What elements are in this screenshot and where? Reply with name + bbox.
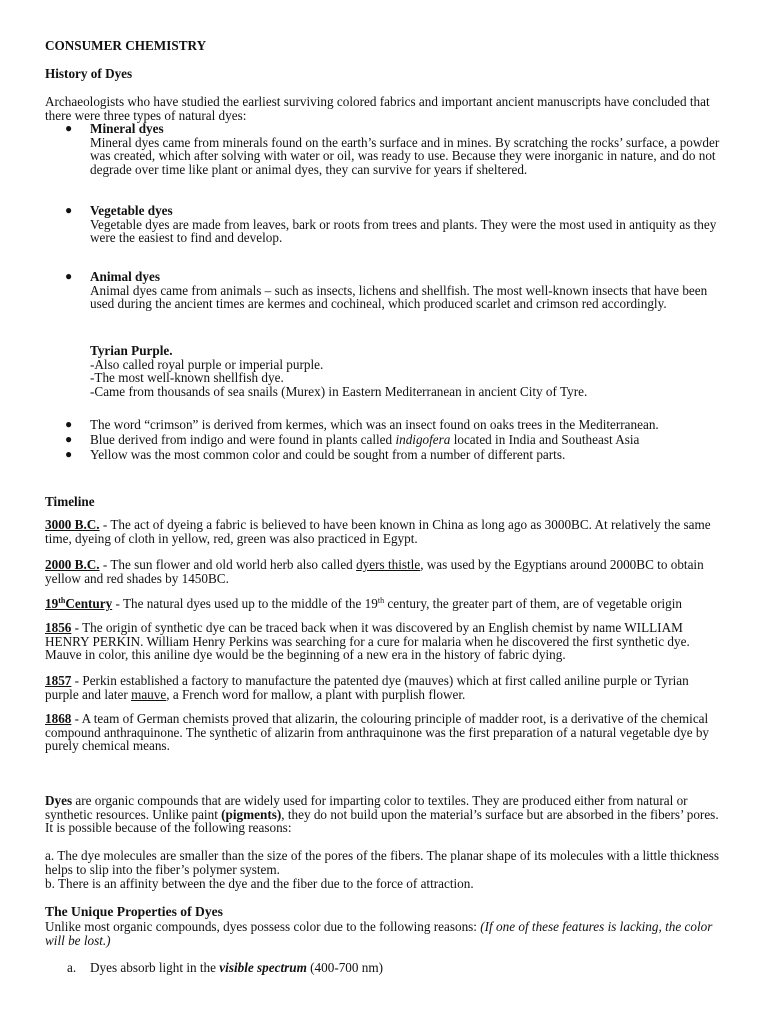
list-item-mineral bbox=[45, 122, 725, 177]
timeline-entry-1868 bbox=[45, 712, 725, 753]
timeline-text: - A team of German chemists proved that alizarin, the colouring principle of madder root, is a derivative of the chemical compound anthraquinone. The synthetic of alizarin from anthraquinone was the first preparation of a natural vegetable dye by purely chemical means. bbox=[45, 711, 710, 754]
fact-crimson bbox=[45, 418, 725, 432]
unique-properties-heading: The Unique Properties of Dyes bbox=[45, 904, 223, 919]
property-text-part: Dyes absorb light in the bbox=[90, 960, 220, 975]
item-heading: Animal dyes bbox=[90, 269, 160, 284]
unique-properties-intro bbox=[45, 920, 725, 947]
property-text bbox=[90, 961, 725, 975]
mauve-term: mauve bbox=[131, 686, 167, 702]
intro-paragraph: Archaeologists who have studied the earliest surviving colored fabrics and important ancient manuscripts have concluded that there were three types of natural dyes: bbox=[45, 94, 710, 123]
timeline-text: - The natural dyes used up to the middle of the 19 bbox=[112, 596, 378, 611]
paragraph-text: , they do not build upon the material’s surface but are absorbed in the fibers’ pores. It is possible because of the following reasons: bbox=[45, 806, 719, 836]
fact-text bbox=[90, 433, 725, 447]
bullet-icon: ● bbox=[65, 121, 73, 135]
pigments-term: (pigments) bbox=[221, 806, 282, 822]
timeline-entry-1857 bbox=[45, 674, 725, 701]
reason-a: a. The dye molecules are smaller than the size of the pores of the fibers. The planar shape of its molecules with a little thickness helps to slip into the fiber’s polymer system. bbox=[45, 848, 720, 877]
ordinal-suffix: th bbox=[377, 596, 385, 605]
property-item-a bbox=[45, 961, 725, 975]
timeline-date: 1857 bbox=[45, 673, 72, 688]
century-number: 19 bbox=[45, 596, 59, 611]
timeline-heading: Timeline bbox=[45, 494, 95, 509]
timeline-date bbox=[45, 596, 112, 611]
timeline-text: , a French word for mallow, a plant with purplish flower. bbox=[166, 686, 466, 702]
property-text-part: (400-700 nm) bbox=[306, 960, 384, 975]
fact-text-part: located in India and Southeast Asia bbox=[450, 432, 640, 447]
century-word: Century bbox=[65, 596, 113, 611]
visible-spectrum-term: visible spectrum bbox=[219, 960, 307, 975]
history-heading: History of Dyes bbox=[45, 66, 133, 81]
document-title: CONSUMER CHEMISTRY bbox=[45, 38, 207, 53]
timeline-text: century, the greater part of them, are of vegetable origin bbox=[384, 596, 683, 611]
tyrian-line: -Came from thousands of sea snails (Murex) in Eastern Mediterranean in ancient City of Tyre. bbox=[90, 384, 588, 400]
bullet-icon: ● bbox=[65, 432, 73, 446]
fact-blue bbox=[45, 433, 725, 447]
plant-name: indigofera bbox=[395, 432, 451, 447]
item-text: Mineral dyes came from minerals found on the earth’s surface and in mines. By scratching the rocks’ surface, a powder was created, which after solving with water or oil, was ready to use. Because they were inorganic in nature, and do not degrade over time like plant or animal dyes, they can survive for years if sheltered. bbox=[90, 134, 720, 178]
tyrian-heading: Tyrian Purple. bbox=[90, 343, 173, 358]
timeline-text: , was used by the Egyptians around 2000BC to obtain yellow and red shades by 1450BC. bbox=[45, 557, 704, 586]
fact-text: Yellow was the most common color and could be sought from a number of different parts. bbox=[90, 447, 566, 462]
bullet-icon: ● bbox=[65, 447, 73, 461]
fact-text-part: Blue derived from indigo and were found in plants called bbox=[90, 432, 396, 447]
timeline-entry-1856 bbox=[45, 621, 725, 662]
italic-note: (If one of these features is lacking, the color will be lost.) bbox=[45, 919, 713, 948]
timeline-entry-2000bc bbox=[45, 558, 725, 585]
timeline-date: 1868 bbox=[45, 711, 72, 726]
dyes-term: Dyes bbox=[45, 793, 73, 808]
item-text: Animal dyes came from animals – such as insects, lichens and shellfish. The most well-known insects that have been used during the ancient times are kermes and cochineal, which produced scarlet and crimson red accordingly. bbox=[90, 282, 708, 312]
list-marker: a. bbox=[67, 960, 77, 975]
timeline-date: 2000 B.C. bbox=[45, 557, 100, 572]
reason-b: b. There is an affinity between the dye and the fiber due to the force of attraction. bbox=[45, 876, 474, 891]
bullet-icon: ● bbox=[65, 417, 73, 431]
dyers-thistle-term: dyers thistle bbox=[356, 557, 421, 572]
bullet-icon: ● bbox=[65, 203, 73, 217]
paragraph-text: Unlike most organic compounds, dyes possess color due to the following reasons: bbox=[45, 919, 481, 934]
timeline-entry-19th-century bbox=[45, 597, 725, 611]
list-item-animal bbox=[45, 270, 725, 311]
fact-text: The word “crimson” is derived from kermes, which was an insect found on oaks trees in the Mediterranean. bbox=[90, 417, 659, 432]
list-item-vegetable bbox=[45, 204, 725, 245]
tyrian-line: -The most well-known shellfish dye. bbox=[90, 370, 284, 386]
tyrian-purple-block bbox=[45, 344, 725, 399]
item-heading: Mineral dyes bbox=[90, 121, 164, 136]
timeline-text: - The origin of synthetic dye can be traced back when it was discovered by an English chemist by name WILLIAM HENRY PERKIN. William Henry Perkins was searching for a cure for malaria when he discovered the first synthetic dye. Mauve in color, this aniline dye would be the beginning of a new era in the history of fabric dying. bbox=[45, 620, 690, 663]
timeline-date: 1856 bbox=[45, 620, 72, 635]
bullet-icon: ● bbox=[65, 269, 73, 283]
tyrian-line: -Also called royal purple or imperial purple. bbox=[90, 356, 324, 372]
timeline-text: - The act of dyeing a fabric is believed to have been known in China as long ago as 3000BC. At relatively the same time, dyeing of cloth in yellow, red, green was also practiced in Egypt. bbox=[45, 517, 711, 546]
timeline-entry-3000bc bbox=[45, 518, 725, 545]
paragraph-text: are organic compounds that are widely used for imparting color to textiles. They are produced either from natural or synthetic resources. Unlike paint bbox=[45, 793, 688, 822]
item-heading: Vegetable dyes bbox=[90, 203, 173, 218]
ordinal-suffix: th bbox=[58, 596, 66, 605]
item-text: Vegetable dyes are made from leaves, bark or roots from trees and plants. They were the most used in antiquity as they were the easiest to find and develop. bbox=[90, 216, 717, 246]
timeline-date: 3000 B.C. bbox=[45, 517, 100, 532]
fact-yellow bbox=[45, 448, 725, 462]
dyes-paragraph bbox=[45, 794, 725, 835]
timeline-text: - The sun flower and old world herb also called bbox=[99, 557, 357, 572]
timeline-text: - Perkin established a factory to manufacture the patented dye (mauves) which at first called aniline purple or Tyrian purple and later bbox=[45, 673, 689, 702]
